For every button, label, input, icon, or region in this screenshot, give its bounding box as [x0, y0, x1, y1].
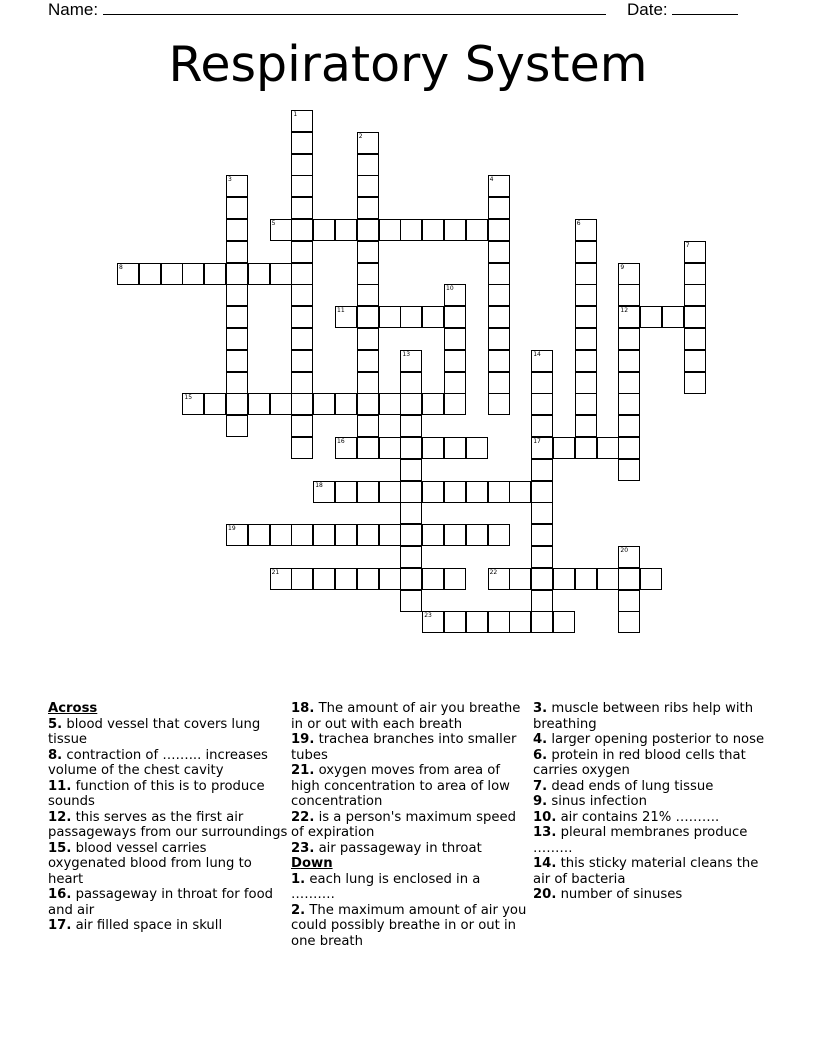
cell-number: 22	[489, 568, 498, 576]
clue-text: The maximum amount of air you could possibly breathe in or out in one breath	[291, 902, 527, 949]
grid-cell[interactable]	[400, 459, 422, 481]
grid-cell[interactable]	[553, 611, 575, 633]
clue-text: this serves as the first air passageways from our surroundings	[48, 809, 288, 840]
grid-cell[interactable]	[270, 393, 292, 415]
grid-cell[interactable]	[291, 110, 313, 132]
clue-text: protein in red blood cells that carries oxygen	[533, 747, 746, 778]
grid-cell[interactable]	[291, 175, 313, 197]
clue-number: 18.	[291, 701, 315, 716]
down-clue-list-a	[291, 872, 527, 950]
clue-text: function of this is to produce sounds	[48, 778, 265, 809]
grid-cell[interactable]	[379, 568, 401, 590]
clue-number: 14.	[533, 856, 557, 871]
cell-number: 9	[620, 263, 625, 271]
grid-cell[interactable]	[400, 219, 422, 241]
grid-cell[interactable]	[444, 393, 466, 415]
grid-cell[interactable]	[139, 263, 161, 285]
grid-cell[interactable]	[357, 350, 379, 372]
grid-cell[interactable]	[400, 524, 422, 546]
down-clue	[291, 903, 527, 950]
grid-cell[interactable]	[379, 437, 401, 459]
grid-cell[interactable]	[531, 502, 553, 524]
down-clue	[533, 856, 769, 887]
grid-cell[interactable]	[531, 611, 553, 633]
grid-cell[interactable]	[597, 568, 619, 590]
clue-number: 2.	[291, 902, 306, 918]
grid-cell[interactable]	[444, 611, 466, 633]
down-clue	[533, 887, 769, 903]
grid-cell[interactable]	[335, 524, 357, 546]
cell-number: 8	[119, 263, 123, 271]
grid-cell[interactable]	[400, 437, 422, 459]
grid-cell[interactable]	[335, 568, 357, 590]
grid-cell[interactable]	[488, 393, 510, 415]
grid-cell[interactable]	[575, 568, 597, 590]
cell-number: 10	[446, 285, 454, 293]
grid-cell[interactable]	[444, 350, 466, 372]
clue-number: 8.	[48, 747, 63, 763]
clue-text: dead ends of lung tissue	[547, 778, 714, 794]
date-label: Date:	[627, 0, 668, 19]
grid-cell[interactable]	[291, 415, 313, 437]
grid-cell[interactable]	[618, 415, 640, 437]
cell-number: 13	[402, 350, 411, 358]
across-clue	[48, 779, 288, 810]
grid-cell[interactable]	[182, 393, 204, 415]
grid-cell[interactable]	[575, 263, 597, 285]
down-heading: Down	[291, 856, 333, 871]
across-clue	[291, 763, 527, 810]
clue-number: 23.	[291, 840, 315, 856]
grid-cell[interactable]	[335, 219, 357, 241]
grid-cell[interactable]	[400, 481, 422, 503]
grid-cell[interactable]	[488, 481, 510, 503]
grid-cell[interactable]	[444, 328, 466, 350]
clue-text: oxygen moves from area of high concentration to area of low concentration	[291, 763, 510, 809]
grid-cell[interactable]	[400, 590, 422, 612]
grid-cell[interactable]	[335, 437, 357, 459]
grid-cell[interactable]	[488, 611, 510, 633]
down-clue	[533, 810, 769, 826]
clue-text: blood vessel that covers lung tissue	[48, 716, 261, 747]
across-clue	[291, 701, 527, 732]
grid-cell[interactable]	[684, 328, 706, 350]
grid-cell[interactable]	[488, 524, 510, 546]
cell-number: 7	[685, 241, 690, 249]
grid-cell[interactable]	[488, 175, 510, 197]
clue-text: trachea branches into smaller tubes	[291, 732, 517, 763]
clue-text: is a person's maximum speed of expiration	[291, 809, 516, 840]
grid-cell[interactable]	[488, 328, 510, 350]
grid-cell[interactable]	[357, 524, 379, 546]
grid-cell[interactable]	[291, 154, 313, 176]
clue-text: pleural membranes produce ………	[533, 825, 748, 856]
grid-cell[interactable]	[226, 197, 248, 219]
clue-text: contraction of ……... increases volume of the chest cavity	[48, 747, 268, 778]
grid-cell[interactable]	[531, 350, 553, 372]
grid-cell[interactable]	[313, 524, 335, 546]
clue-number: 10.	[533, 809, 557, 825]
grid-cell[interactable]	[379, 481, 401, 503]
clue-number: 12.	[48, 809, 72, 825]
grid-cell[interactable]	[400, 568, 422, 590]
across-clue-list-b	[291, 701, 527, 856]
grid-cell[interactable]	[357, 175, 379, 197]
grid-cell[interactable]	[684, 263, 706, 285]
grid-cell[interactable]	[270, 263, 292, 285]
down-clue	[533, 732, 769, 748]
grid-cell[interactable]	[444, 437, 466, 459]
grid-cell[interactable]	[357, 415, 379, 437]
grid-cell[interactable]	[204, 393, 226, 415]
grid-cell[interactable]	[422, 524, 444, 546]
clue-text: passageway in throat for food and air	[48, 887, 274, 918]
grid-cell[interactable]	[422, 306, 444, 328]
clue-text: each lung is enclosed in a ……….	[291, 871, 481, 902]
down-clue	[533, 748, 769, 779]
grid-cell[interactable]	[291, 284, 313, 306]
grid-cell[interactable]	[357, 284, 379, 306]
grid-cell[interactable]	[684, 372, 706, 394]
grid-cell[interactable]	[204, 263, 226, 285]
grid-cell[interactable]	[248, 263, 270, 285]
cell-number: 1	[293, 111, 298, 118]
grid-cell[interactable]	[531, 459, 553, 481]
clue-number: 1.	[291, 871, 306, 887]
down-clue	[533, 701, 769, 732]
grid-cell[interactable]	[509, 568, 531, 590]
grid-cell[interactable]	[226, 393, 248, 415]
cell-number: 18	[315, 481, 323, 489]
grid-cell[interactable]	[226, 175, 248, 197]
grid-cell[interactable]	[291, 219, 313, 241]
grid-cell[interactable]	[335, 481, 357, 503]
grid-cell[interactable]	[531, 437, 553, 459]
cell-number: 17	[533, 438, 541, 445]
clue-text: air contains 21% ……….	[556, 809, 720, 825]
grid-cell[interactable]	[575, 241, 597, 263]
grid-cell[interactable]	[531, 393, 553, 415]
grid-cell[interactable]	[291, 372, 313, 394]
grid-cell[interactable]	[488, 372, 510, 394]
clue-text: air passageway in throat	[314, 840, 482, 856]
grid-cell[interactable]	[684, 241, 706, 263]
across-clue	[48, 748, 288, 779]
grid-cell[interactable]	[357, 219, 379, 241]
cell-number: 23	[424, 612, 432, 620]
across-clue	[48, 717, 288, 748]
cell-number: 19	[228, 525, 236, 533]
clue-number: 15.	[48, 840, 72, 856]
grid-cell[interactable]	[531, 372, 553, 394]
cell-number: 16	[337, 438, 345, 445]
grid-cell[interactable]	[313, 481, 335, 503]
cell-number: 14	[533, 350, 541, 358]
grid-cell[interactable]	[575, 437, 597, 459]
grid-cell[interactable]	[226, 241, 248, 263]
grid-cell[interactable]	[400, 415, 422, 437]
grid-cell[interactable]	[291, 241, 313, 263]
grid-cell[interactable]	[357, 393, 379, 415]
cell-number: 20	[620, 547, 629, 554]
clue-text: this sticky material cleans the air of bacteria	[533, 856, 759, 887]
across-clue	[48, 810, 288, 841]
clue-text: larger opening posterior to nose	[547, 732, 765, 747]
grid-cell[interactable]	[357, 372, 379, 394]
grid-cell[interactable]	[379, 393, 401, 415]
cell-number: 4	[489, 176, 494, 184]
grid-cell[interactable]	[575, 284, 597, 306]
grid-cell[interactable]	[379, 219, 401, 241]
grid-cell[interactable]	[444, 372, 466, 394]
across-clue	[48, 887, 288, 918]
across-clue	[291, 841, 527, 857]
grid-cell[interactable]	[662, 306, 684, 328]
grid-cell[interactable]	[618, 350, 640, 372]
grid-cell[interactable]	[400, 546, 422, 568]
grid-cell[interactable]	[422, 393, 444, 415]
grid-cell[interactable]	[684, 306, 706, 328]
clue-number: 3.	[533, 701, 548, 716]
clues-column-1	[48, 701, 288, 934]
grid-cell[interactable]	[422, 568, 444, 590]
grid-cell[interactable]	[291, 306, 313, 328]
grid-cell[interactable]	[226, 524, 248, 546]
grid-cell[interactable]	[618, 372, 640, 394]
grid-cell[interactable]	[597, 437, 619, 459]
grid-cell[interactable]	[466, 611, 488, 633]
grid-cell[interactable]	[291, 350, 313, 372]
grid-cell[interactable]	[422, 219, 444, 241]
grid-cell[interactable]	[531, 415, 553, 437]
grid-cell[interactable]	[400, 502, 422, 524]
grid-cell[interactable]	[379, 524, 401, 546]
name-label: Name:	[48, 0, 99, 19]
across-clue	[291, 732, 527, 763]
grid-cell[interactable]	[618, 568, 640, 590]
grid-cell[interactable]	[357, 328, 379, 350]
across-clue-list-a	[48, 717, 288, 934]
clues-column-2	[291, 701, 527, 949]
grid-cell[interactable]	[488, 568, 510, 590]
grid-cell[interactable]	[270, 524, 292, 546]
grid-cell[interactable]	[444, 219, 466, 241]
cell-number: 3	[228, 176, 232, 184]
grid-cell[interactable]	[313, 219, 335, 241]
grid-cell[interactable]	[684, 350, 706, 372]
clue-number: 4.	[533, 732, 548, 747]
grid-cell[interactable]	[575, 306, 597, 328]
grid-cell[interactable]	[488, 219, 510, 241]
grid-cell[interactable]	[161, 263, 183, 285]
clue-text: The amount of air you breathe in or out with each breath	[291, 701, 521, 732]
grid-cell[interactable]	[357, 197, 379, 219]
grid-cell[interactable]	[400, 306, 422, 328]
grid-cell[interactable]	[357, 263, 379, 285]
clue-number: 13.	[533, 825, 557, 840]
grid-cell[interactable]	[422, 481, 444, 503]
page-title: Respiratory System	[168, 36, 648, 93]
cell-number: 6	[576, 220, 581, 227]
clue-text: sinus infection	[547, 794, 647, 809]
clue-number: 21.	[291, 763, 315, 778]
clue-number: 20.	[533, 887, 557, 902]
clue-text: blood vessel carries oxygenated blood from lung to heart	[48, 840, 252, 887]
down-clue	[291, 872, 527, 903]
grid-cell[interactable]	[618, 284, 640, 306]
grid-cell[interactable]	[291, 132, 313, 154]
grid-cell[interactable]	[488, 241, 510, 263]
grid-cell[interactable]	[575, 350, 597, 372]
grid-cell[interactable]	[575, 328, 597, 350]
grid-cell[interactable]	[379, 306, 401, 328]
grid-cell[interactable]	[488, 306, 510, 328]
grid-cell[interactable]	[291, 568, 313, 590]
grid-cell[interactable]	[466, 481, 488, 503]
grid-cell[interactable]	[313, 393, 335, 415]
clue-number: 7.	[533, 778, 548, 794]
grid-cell[interactable]	[640, 306, 662, 328]
down-clue	[533, 794, 769, 810]
clue-number: 11.	[48, 778, 72, 794]
clue-text: muscle between ribs help with breathing	[533, 701, 754, 732]
grid-cell[interactable]	[226, 284, 248, 306]
grid-cell[interactable]	[640, 568, 662, 590]
grid-cell[interactable]	[182, 263, 204, 285]
clues-column-3	[533, 701, 769, 903]
grid-cell[interactable]	[226, 415, 248, 437]
grid-cell[interactable]	[357, 437, 379, 459]
grid-cell[interactable]	[248, 393, 270, 415]
grid-cell[interactable]	[618, 263, 640, 285]
grid-cell[interactable]	[291, 437, 313, 459]
grid-cell[interactable]	[335, 306, 357, 328]
grid-cell[interactable]	[357, 241, 379, 263]
grid-cell[interactable]	[248, 524, 270, 546]
grid-cell[interactable]	[553, 437, 575, 459]
down-clue	[533, 779, 769, 795]
grid-cell[interactable]	[226, 263, 248, 285]
clue-number: 16.	[48, 887, 72, 902]
grid-cell[interactable]	[444, 284, 466, 306]
grid-cell[interactable]	[357, 154, 379, 176]
grid-cell[interactable]	[531, 524, 553, 546]
grid-cell[interactable]	[117, 263, 139, 285]
grid-cell[interactable]	[531, 590, 553, 612]
grid-cell[interactable]	[270, 568, 292, 590]
grid-cell[interactable]	[618, 611, 640, 633]
grid-cell[interactable]	[226, 372, 248, 394]
grid-cell[interactable]	[618, 393, 640, 415]
across-clue	[291, 810, 527, 841]
grid-cell[interactable]	[488, 284, 510, 306]
grid-cell[interactable]	[575, 372, 597, 394]
grid-cell[interactable]	[291, 328, 313, 350]
grid-cell[interactable]	[444, 568, 466, 590]
across-clue	[48, 841, 288, 888]
grid-cell[interactable]	[226, 306, 248, 328]
grid-cell[interactable]	[400, 350, 422, 372]
grid-cell[interactable]	[618, 546, 640, 568]
grid-cell[interactable]	[618, 459, 640, 481]
grid-cell[interactable]	[226, 350, 248, 372]
grid-cell[interactable]	[444, 524, 466, 546]
grid-cell[interactable]	[509, 481, 531, 503]
grid-cell[interactable]	[444, 306, 466, 328]
across-clue	[48, 918, 288, 934]
clue-number: 22.	[291, 809, 315, 825]
grid-cell[interactable]	[509, 611, 531, 633]
grid-cell[interactable]	[466, 437, 488, 459]
grid-cell[interactable]	[422, 437, 444, 459]
grid-cell[interactable]	[531, 568, 553, 590]
clue-number: 6.	[533, 747, 548, 763]
grid-cell[interactable]	[488, 197, 510, 219]
grid-cell[interactable]	[466, 219, 488, 241]
cell-number: 12	[620, 307, 629, 315]
grid-cell[interactable]	[226, 219, 248, 241]
grid-cell[interactable]	[357, 132, 379, 154]
grid-cell[interactable]	[357, 306, 379, 328]
grid-cell[interactable]	[226, 328, 248, 350]
grid-cell[interactable]	[531, 546, 553, 568]
grid-cell[interactable]	[618, 328, 640, 350]
grid-cell[interactable]	[466, 524, 488, 546]
grid-cell[interactable]	[335, 393, 357, 415]
clue-text: air filled space in skull	[71, 918, 223, 933]
grid-cell[interactable]	[531, 481, 553, 503]
clue-text: number of sinuses	[556, 887, 683, 902]
grid-cell[interactable]	[488, 350, 510, 372]
clue-number: 5.	[48, 716, 63, 732]
grid-cell[interactable]	[444, 481, 466, 503]
grid-cell[interactable]	[684, 284, 706, 306]
clue-number: 9.	[533, 794, 548, 809]
grid-cell[interactable]	[357, 481, 379, 503]
grid-cell[interactable]	[618, 590, 640, 612]
grid-cell[interactable]	[291, 524, 313, 546]
down-clue-list-b	[533, 701, 769, 903]
grid-cell[interactable]	[618, 437, 640, 459]
grid-cell[interactable]	[400, 393, 422, 415]
grid-cell[interactable]	[575, 219, 597, 241]
grid-cell[interactable]	[575, 415, 597, 437]
cell-number: 5	[271, 220, 276, 227]
grid-cell[interactable]	[291, 197, 313, 219]
grid-cell[interactable]	[618, 306, 640, 328]
grid-cell[interactable]	[553, 568, 575, 590]
grid-cell[interactable]	[422, 611, 444, 633]
grid-cell[interactable]	[488, 263, 510, 285]
grid-cell[interactable]	[270, 219, 292, 241]
grid-cell[interactable]	[400, 372, 422, 394]
cell-number: 11	[337, 307, 345, 315]
down-clue	[533, 825, 769, 856]
cell-number: 2	[358, 132, 363, 140]
cell-number: 21	[271, 568, 280, 576]
grid-cell[interactable]	[291, 263, 313, 285]
cell-number: 15	[184, 394, 193, 402]
grid-cell[interactable]	[313, 568, 335, 590]
grid-cell[interactable]	[575, 393, 597, 415]
grid-cell[interactable]	[357, 568, 379, 590]
grid-cell[interactable]	[291, 393, 313, 415]
clue-number: 19.	[291, 732, 315, 747]
clue-number: 17.	[48, 918, 72, 933]
across-heading: Across	[48, 701, 98, 716]
